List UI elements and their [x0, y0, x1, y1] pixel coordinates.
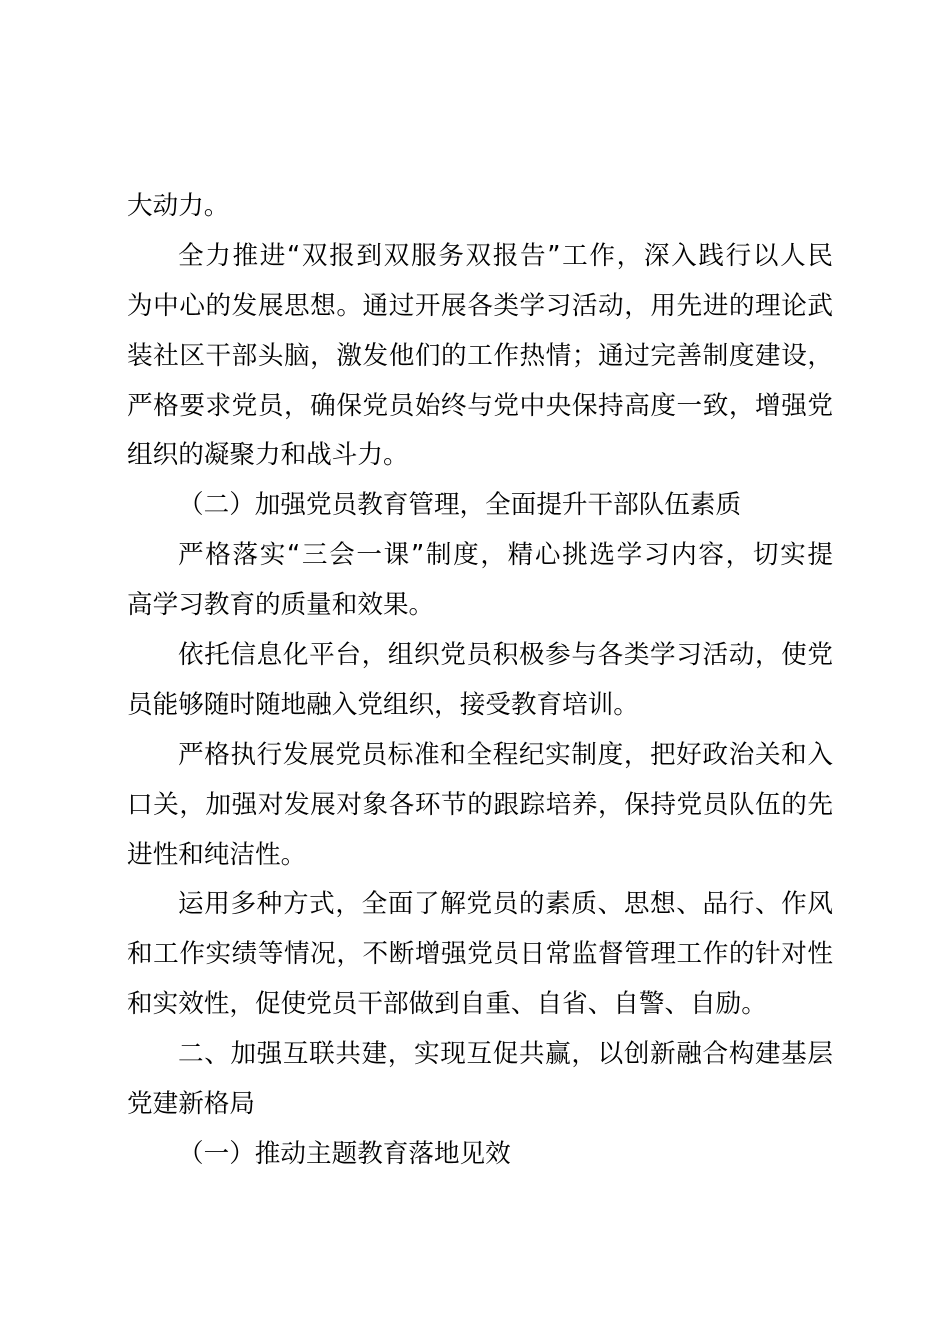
- section-heading: 二、加强互联共建，实现互促共赢，以创新融合构建基层: [178, 1039, 833, 1070]
- paragraph-line: 严格落实“三会一课”制度，精心挑选学习内容，切实提: [178, 540, 833, 571]
- paragraph-line: 大动力。: [127, 191, 230, 221]
- paragraph-line: 运用多种方式，全面了解党员的素质、思想、品行、作风: [178, 889, 833, 920]
- paragraph-line: 进性和纯洁性。: [127, 839, 307, 870]
- section-heading: 党建新格局: [127, 1089, 255, 1120]
- paragraph-line: 装社区干部头脑，激发他们的工作热情；通过完善制度建设，: [127, 340, 833, 371]
- paragraph-line: 高学习教育的质量和效果。: [127, 590, 435, 621]
- paragraph-line: 严格要求党员，确保党员始终与党中央保持高度一致，增强党: [127, 390, 833, 421]
- paragraph-line: 员能够随时随地融入党组织，接受教育培训。: [127, 689, 639, 720]
- paragraph-line: 依托信息化平台，组织党员积极参与各类学习活动，使党: [178, 640, 833, 671]
- subsection-heading: （一）推动主题教育落地见效: [178, 1138, 511, 1169]
- paragraph-line: 为中心的发展思想。通过开展各类学习活动，用先进的理论武: [127, 290, 833, 321]
- paragraph-line: 口关，加强对发展对象各环节的跟踪培养，保持党员队伍的先: [127, 789, 833, 820]
- document-body: [127, 182, 833, 1180]
- paragraph-line: 和工作实绩等情况，不断增强党员日常监督管理工作的针对性: [127, 939, 833, 970]
- section-heading: （二）加强党员教育管理，全面提升干部队伍素质: [178, 490, 742, 521]
- paragraph-line: 和实效性，促使党员干部做到自重、自省、自警、自励。: [127, 989, 767, 1020]
- paragraph-line: 严格执行发展党员标准和全程纪实制度，把好政治关和入: [178, 739, 833, 770]
- paragraph-line: 全力推进“双报到双服务双报告”工作，深入践行以人民: [178, 240, 833, 271]
- paragraph-line: 组织的凝聚力和战斗力。: [127, 440, 409, 471]
